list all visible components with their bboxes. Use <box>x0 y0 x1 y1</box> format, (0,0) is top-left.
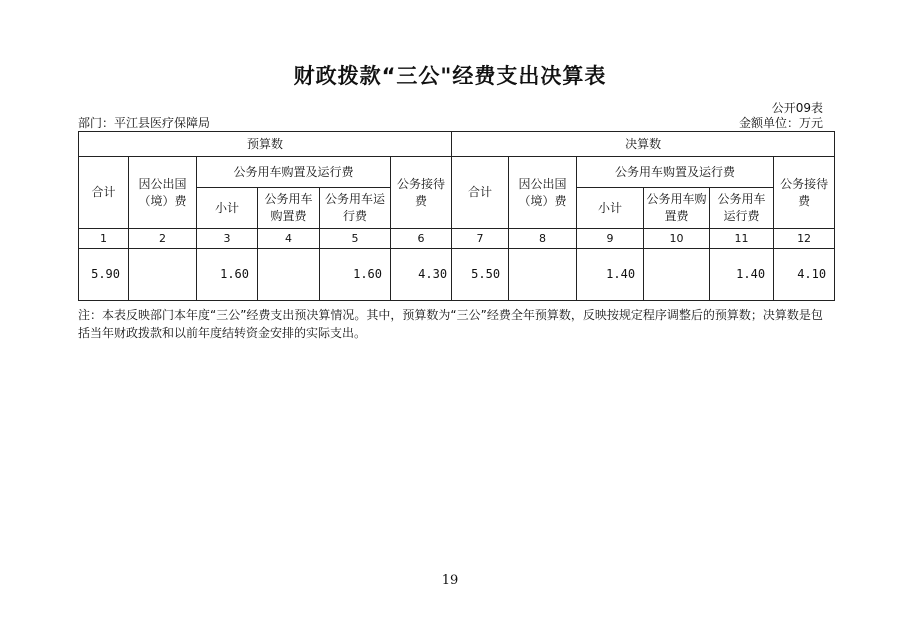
final-vehicle-purchase-value <box>644 249 710 301</box>
department-label: 部门：平江县医疗保障局 <box>78 116 211 130</box>
final-reception-value: 4.10 <box>774 249 835 301</box>
final-total-header: 合计 <box>452 157 509 229</box>
col-number: 11 <box>710 229 774 249</box>
page-number: 19 <box>441 573 459 588</box>
final-vehicle-operation-header: 公务用车运行费 <box>710 188 774 229</box>
expenditure-table <box>78 131 835 301</box>
final-total-value: 5.50 <box>452 249 509 301</box>
budget-vehicle-purchase-value <box>258 249 320 301</box>
col-number: 5 <box>320 229 391 249</box>
budget-total-header: 合计 <box>79 157 129 229</box>
budget-abroad-header: 因公出国（境）费 <box>129 157 197 229</box>
budget-abroad-value <box>129 249 197 301</box>
budget-vehicle-subtotal-value: 1.60 <box>197 249 258 301</box>
form-number: 公开09表 <box>771 101 823 115</box>
col-number: 10 <box>644 229 710 249</box>
col-number: 6 <box>391 229 452 249</box>
budget-group-header: 预算数 <box>79 132 452 157</box>
final-abroad-value <box>509 249 577 301</box>
page-title: 财政拨款“三公"经费支出决算表 <box>293 64 607 88</box>
col-number: 1 <box>79 229 129 249</box>
final-vehicle-purchase-header: 公务用车购置费 <box>644 188 710 229</box>
budget-reception-header: 公务接待费 <box>391 157 452 229</box>
final-subtotal-header: 小计 <box>577 188 644 229</box>
budget-reception-value: 4.30 <box>391 249 452 301</box>
col-number: 7 <box>452 229 509 249</box>
budget-vehicle-group-header: 公务用车购置及运行费 <box>197 157 391 188</box>
amount-unit-label: 金额单位：万元 <box>738 116 823 130</box>
final-abroad-header: 因公出国（境）费 <box>509 157 577 229</box>
budget-vehicle-operation-header: 公务用车运行费 <box>320 188 391 229</box>
table-note: 注：本表反映部门本年度“三公”经费支出预决算情况。其中，预算数为“三公”经费全年预算数，反映按规定程序调整后的预算数；决算数是包括当年财政拨款和以前年度结转资金安排的实际支出。 <box>78 308 823 340</box>
budget-subtotal-header: 小计 <box>197 188 258 229</box>
col-number: 3 <box>197 229 258 249</box>
final-reception-header: 公务接待费 <box>774 157 835 229</box>
col-number: 2 <box>129 229 197 249</box>
final-vehicle-group-header: 公务用车购置及运行费 <box>577 157 774 188</box>
column-number-row <box>79 229 835 249</box>
final-group-header: 决算数 <box>452 132 835 157</box>
budget-total-value: 5.90 <box>79 249 129 301</box>
data-row <box>79 249 835 301</box>
budget-vehicle-purchase-header: 公务用车购置费 <box>258 188 320 229</box>
final-vehicle-subtotal-value: 1.40 <box>577 249 644 301</box>
col-number: 8 <box>509 229 577 249</box>
final-vehicle-operation-value: 1.40 <box>710 249 774 301</box>
col-number: 12 <box>774 229 835 249</box>
col-number: 9 <box>577 229 644 249</box>
col-number: 4 <box>258 229 320 249</box>
budget-vehicle-operation-value: 1.60 <box>320 249 391 301</box>
